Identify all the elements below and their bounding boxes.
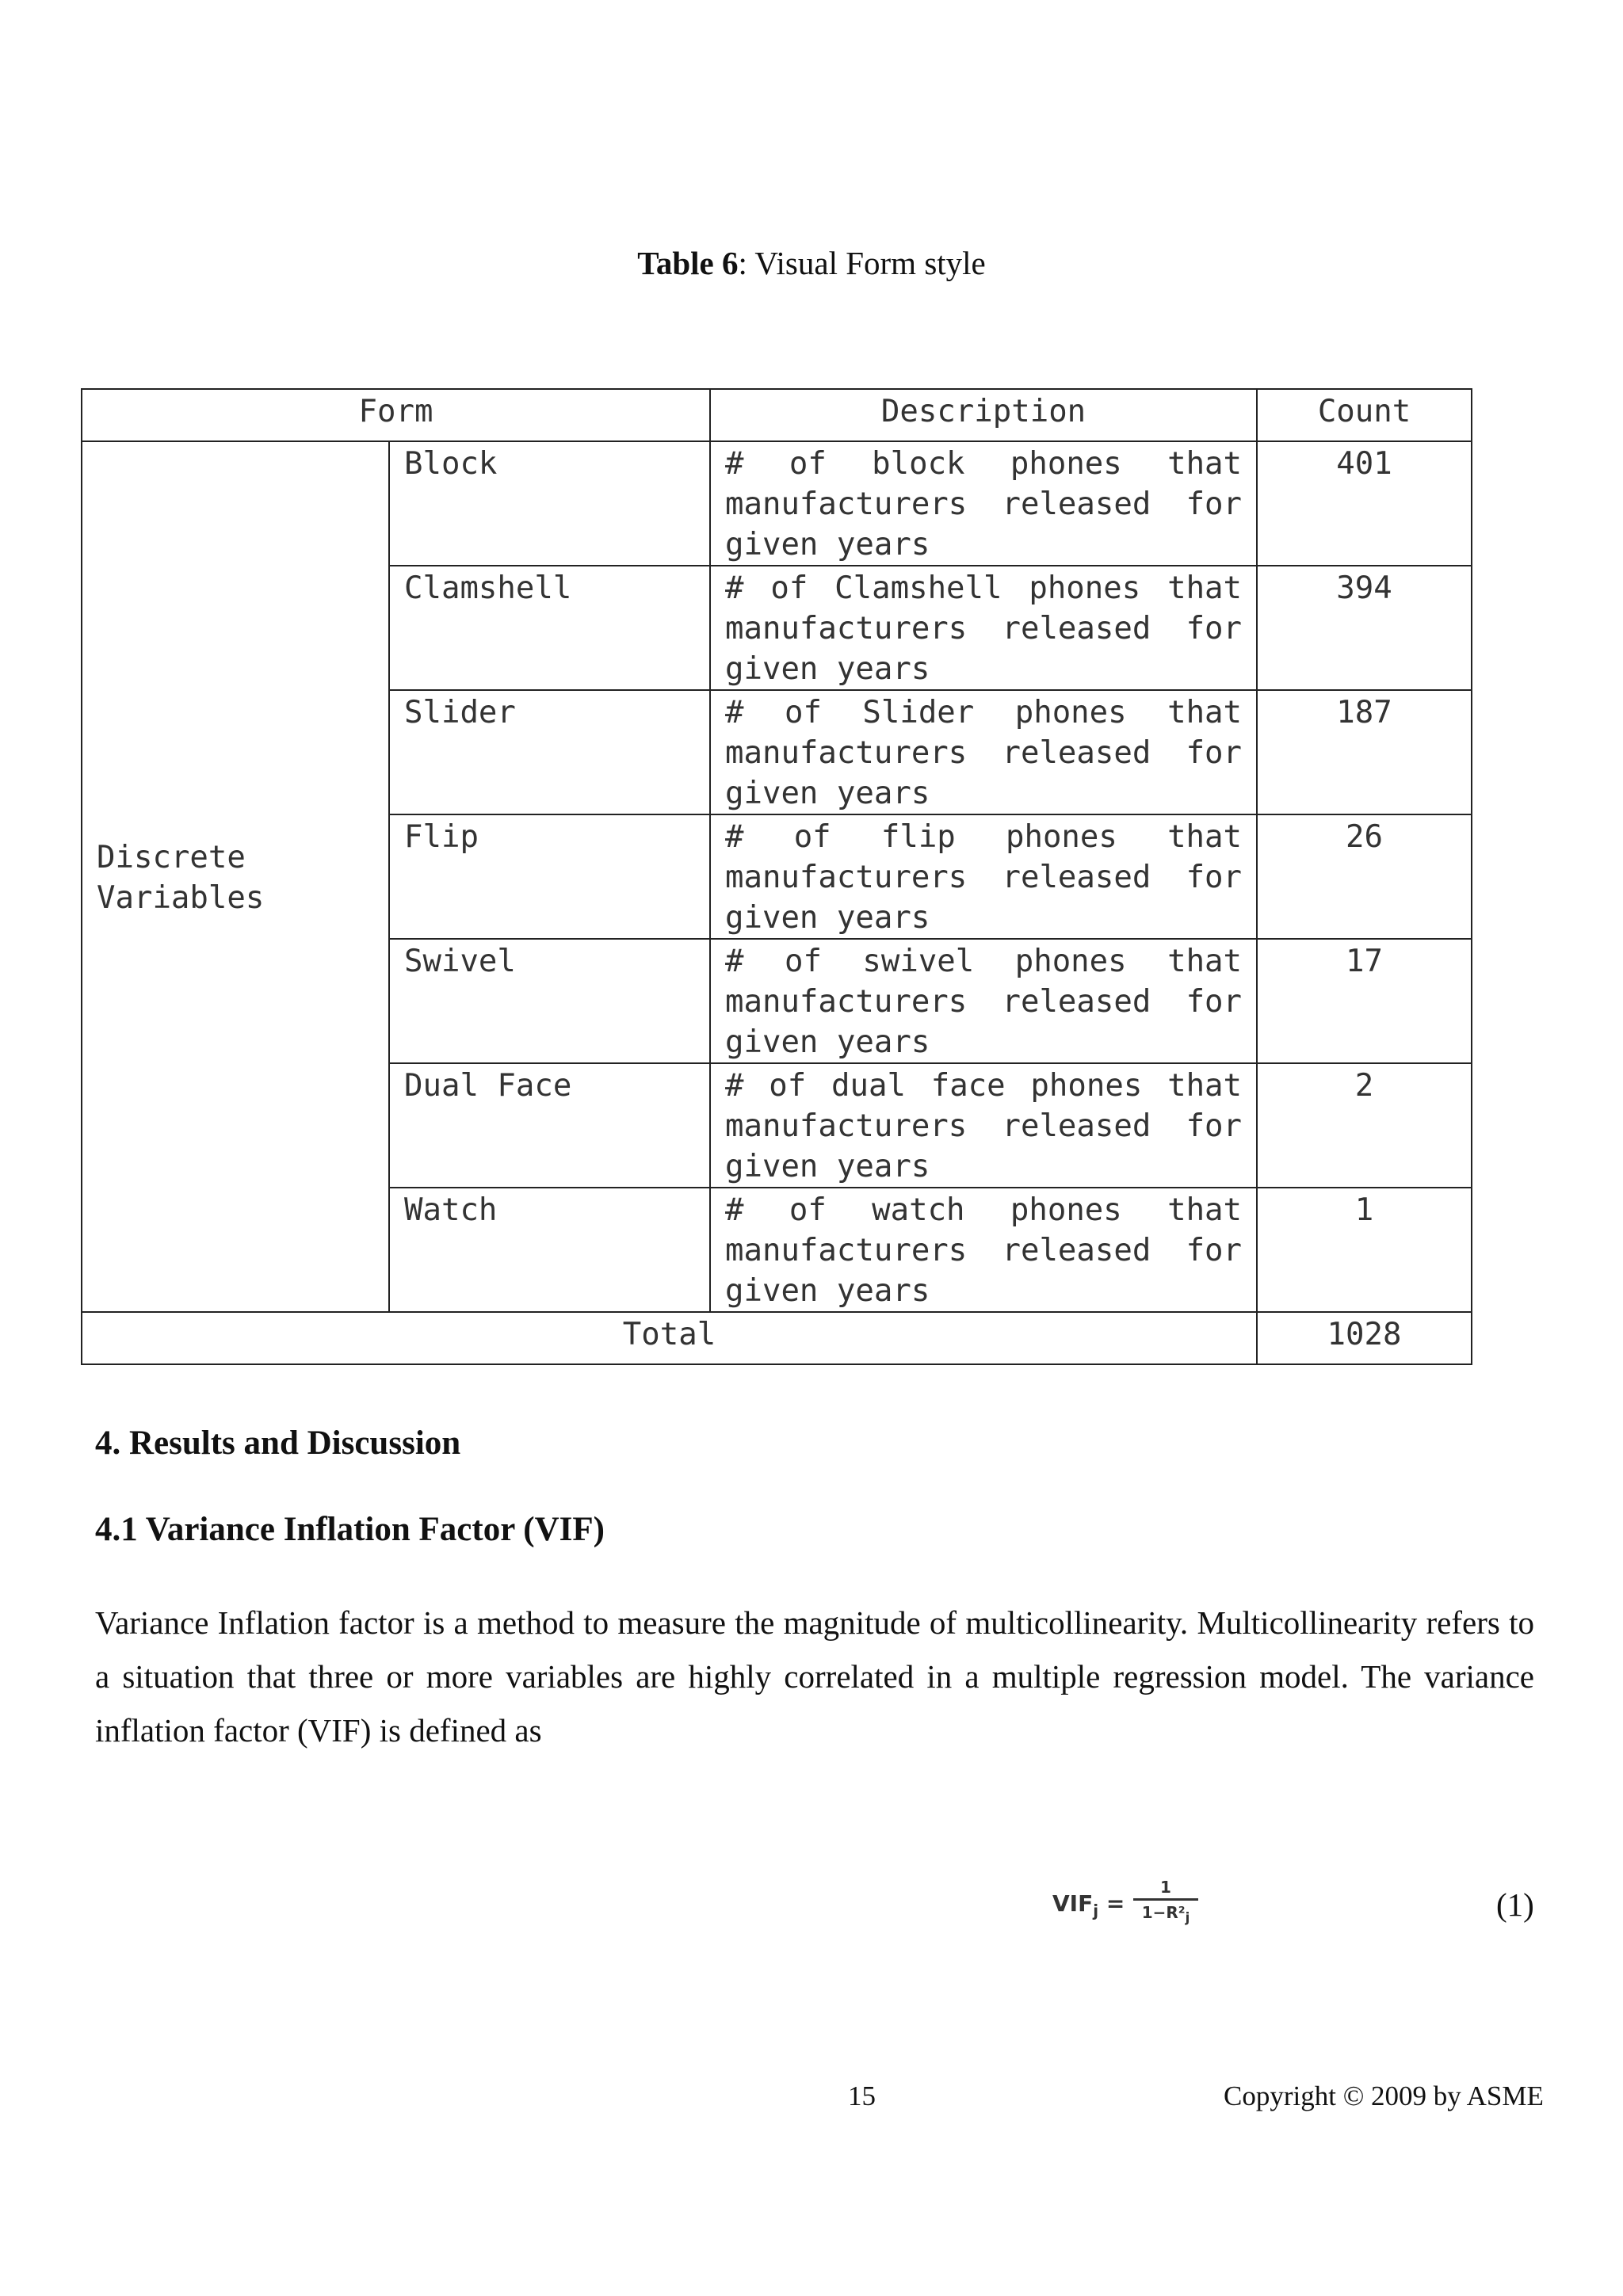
table-row: [82, 441, 1472, 566]
table-caption: [0, 244, 1623, 282]
form-cell: Flip: [389, 814, 710, 939]
description-cell: # of Clamshell phones that manufacturers released for given years: [710, 566, 1257, 690]
equation-numerator: 1: [1160, 1878, 1171, 1897]
form-cell: Clamshell: [389, 566, 710, 690]
section-heading: 4. Results and Discussion: [95, 1425, 461, 1462]
form-cell: Watch: [389, 1188, 710, 1312]
form-style-table: [81, 388, 1472, 1365]
form-cell: Block: [389, 441, 710, 566]
form-cell: Dual Face: [389, 1063, 710, 1188]
header-form: Form: [82, 389, 710, 441]
page-number: 15: [848, 2081, 876, 2111]
total-label: Total: [82, 1312, 1257, 1364]
count-cell: 187: [1257, 690, 1472, 814]
count-cell: 394: [1257, 566, 1472, 690]
description-cell: # of Slider phones that manufacturers released for given years: [710, 690, 1257, 814]
group-label: Discrete Variables: [82, 441, 389, 1312]
description-cell: # of dual face phones that manufacturers released for given years: [710, 1063, 1257, 1188]
header-description: Description: [710, 389, 1257, 441]
equation-number: (1): [1496, 1886, 1534, 1923]
count-cell: 17: [1257, 939, 1472, 1063]
fraction-bar: [1133, 1898, 1198, 1901]
subsection-heading: 4.1 Variance Inflation Factor (VIF): [95, 1511, 605, 1548]
copyright-notice: Copyright © 2009 by ASME: [1224, 2081, 1544, 2111]
equation-equals: =: [1106, 1890, 1125, 1917]
body-paragraph: Variance Inflation factor is a method to measure the magnitude of multicollinearity. Multicollinearity refers to a situation that three or more variables are highly correlated in a multiple regression model. The variance inflation factor (VIF) is defined as: [95, 1604, 1534, 1749]
description-cell: # of flip phones that manufacturers released for given years: [710, 814, 1257, 939]
equation-lhs-subscript: j: [1093, 1901, 1099, 1920]
equation-lhs: [1052, 1890, 1125, 1920]
header-count: Count: [1257, 389, 1472, 441]
form-cell: Swivel: [389, 939, 710, 1063]
description-cell: # of watch phones that manufacturers released for given years: [710, 1188, 1257, 1312]
equation-denominator: [1133, 1903, 1198, 1925]
count-cell: 1: [1257, 1188, 1472, 1312]
count-cell: 401: [1257, 441, 1472, 566]
table-caption-text: : Visual Form style: [738, 245, 986, 281]
count-cell: 26: [1257, 814, 1472, 939]
count-cell: 2: [1257, 1063, 1472, 1188]
description-cell: # of swivel phones that manufacturers released for given years: [710, 939, 1257, 1063]
total-count: 1028: [1257, 1312, 1472, 1364]
equation-fraction: [1133, 1878, 1198, 1925]
description-cell: # of block phones that manufacturers released for given years: [710, 441, 1257, 566]
table-header-row: [82, 389, 1472, 441]
equation-lhs-text: VIF: [1052, 1890, 1094, 1917]
form-cell: Slider: [389, 690, 710, 814]
table-total-row: [82, 1312, 1472, 1364]
equation-denominator-subscript: j: [1185, 1910, 1190, 1925]
equation-denominator-text: 1−R²: [1141, 1903, 1186, 1922]
table-caption-label: Table 6: [637, 245, 739, 281]
